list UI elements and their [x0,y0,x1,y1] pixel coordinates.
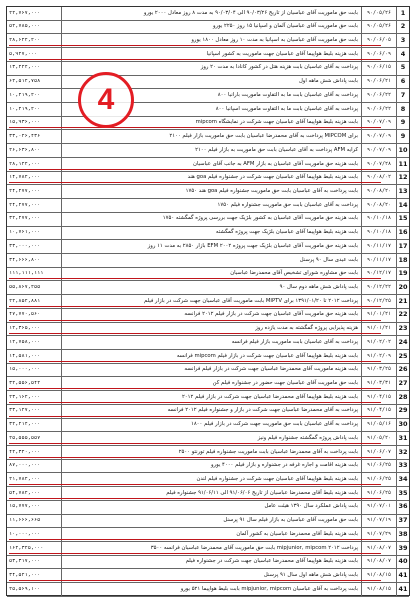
amount-cell: ۲۴,۴۷۷,۰۰۰ [9,202,41,208]
amount-cell: ۵۲,۷۸۵,۰۰۰ [9,24,41,30]
table-row [7,460,409,474]
row-number-cell: 7 [400,90,406,99]
date-cell: ۹۰/۱۲/۲۵ [362,295,397,308]
table-row [7,419,409,433]
date-cell: ۹۰/۱۰/۱۸ [362,213,397,226]
amount-cell: ۴۷,۷۷۰,۵۶۰ [9,312,41,318]
amount-cell: ۵,۹۲۷,۰۰۰ [9,51,38,57]
table-row [7,515,409,529]
red-underline-mark [9,333,381,334]
row-number-cell: 23 [398,324,408,333]
description-cell: بابت هزینه بلیط هواپیما آقای عباسیان بلژیک جهت پروژه گمگشته [61,227,362,240]
row-number-cell: 41 [398,584,408,593]
table-row [7,336,409,350]
row-number-cell: 29 [398,406,408,415]
date-cell: ۹۱/۰۸/۱۵ [362,569,397,582]
red-underline-mark [9,182,381,183]
description-cell: بابت پاداش شش ماهه دوم سال ۹۰ [61,281,362,294]
date-cell: ۹۰/۰۵/۲۶ [362,7,397,20]
description-cell: بابت پاداش پروژه گمگشته جشنواره فیلم ونیز [61,432,362,445]
date-cell: ۹۱/۰۸/۰۷ [362,556,397,569]
description-cell: پرداخت به آقای محمدرضا عباسیان جهت شرکت در بازار و جشنواره فیلم ۲۰۱۲ فرانسه [61,405,362,418]
row-number-cell: 20 [398,282,408,291]
row-number-cell: 10 [398,145,408,154]
table-row [7,7,409,21]
description-cell: بابت هزینه بلیط هواپیما آقای عباسیان جهت شرکت در نمایشگاه mipcom [61,117,362,130]
red-underline-mark [9,443,381,444]
table-row [7,76,409,90]
table-row [7,227,409,241]
row-number-cell: 8 [400,104,406,113]
date-cell: ۹۱/۰۸/۱۵ [362,583,397,596]
table-row [7,542,409,556]
row-number-cell: 3 [400,36,406,45]
amount-cell: ۳۲,۴۷۷,۰۰۰ [9,216,41,222]
description-cell: پرداخت به آقای عباسیان بابت ما به التفاوت ماموریت بارانیا ۸۰۰ [61,89,362,102]
table-row [7,405,409,419]
description-cell: بابت هزینه بلیط آقای محمدرضا عباسیان به کشور آلمان [61,528,362,541]
row-number-cell: 16 [398,228,408,237]
table-row [7,556,409,570]
description-cell: بابت پاداش عملکرد سال ۱۳۹۰ هیئت عامل [61,501,362,514]
table-row [7,309,409,323]
amount-cell: ۱۵,۷۷۷,۰۰۰ [9,504,41,510]
amount-cell: ۱۱,۶۶۶,۶۶۵ [9,518,41,524]
amount-cell: ۲۸,۶۲۲,۲۰۰ [9,38,41,44]
table-row [7,391,409,405]
date-cell: ۹۱/۰۲/۰۹ [362,350,397,363]
date-cell: ۹۰/۰۶/۲۲ [362,89,397,102]
amount-cell: ۲۳,۱۶۲,۰۰۰ [9,394,41,400]
date-cell: ۹۰/۰۶/۰۹ [362,48,397,61]
date-cell: ۹۰/۱۰/۱۸ [362,227,397,240]
date-cell: ۹۰/۰۷/۰۹ [362,130,397,143]
row-number-cell: 40 [398,557,408,566]
date-cell: ۹۱/۰۵/۲۰ [362,432,397,445]
row-number-cell: 34 [398,475,408,484]
amount-cell: ۱۱۱,۱۱۱,۱۱۱ [9,271,44,277]
row-number-cell: 17 [398,241,408,250]
row-number-cell: 31 [398,433,408,442]
date-cell: ۹۰/۰۶/۰۵ [362,34,397,47]
row-number-cell: 37 [398,516,408,525]
amount-cell: ۳۴,۶۶۶,۸۰۰ [9,257,41,263]
table-row [7,364,409,378]
table-row [7,377,409,391]
description-cell: بابت پرداخت به آقای عباسیان mipjunior, mipcom بابت بلیط هواپیما ۵۲۱ یورو [61,583,362,596]
table-row [7,583,409,597]
amount-cell: ۲۵,۵۶۹,۱۰۰ [9,586,41,592]
description-cell: بابت هزینه بلیط هواپیما آقای محمدرضا عباسیان جهت شرکت در جشنواره فیلم [61,556,362,569]
row-number-cell: 24 [398,337,408,346]
amount-cell: ۲۴,۴۷۷,۰۰۰ [9,188,41,194]
description-cell: بابت هزینه حق ماموریت آقای عباسیان به بازار AFM به جانب آقای عباسیان [61,158,362,171]
table-row [7,172,409,186]
amount-cell: ۱۰,۲۱۹,۲۰۰ [9,92,41,98]
amount-cell: ۱۳,۲۴۴,۰۰۰ [9,65,41,71]
red-underline-mark [9,539,381,540]
date-cell: ۹۰/۰۶/۲۲ [362,103,397,116]
amount-cell: ۱۶۲,۳۲۵,۰۰۰ [9,545,44,551]
date-cell: ۹۱/۰۱/۲۱ [362,323,397,336]
table-row [7,185,409,199]
amount-cell: ۳۳,۰۴۶,۴۳۶ [9,134,41,140]
red-underline-mark [9,127,381,128]
red-underline-mark [9,361,381,362]
row-number-cell: 28 [398,392,408,401]
table-row [7,48,409,62]
amount-cell: ۲۸,۱۴۲,۰۰۰ [9,161,41,167]
ledger-table [6,6,410,596]
red-underline-mark [9,59,381,60]
description-cell: بابت حق ماموریت آقای عباسیان به اسپانیا به مدت ۱۰ روز معادل ۱۸۰۰ یورو [61,34,362,47]
description-cell: بابت هزینه بلیط هواپیما آقای عباسیان جهت ماموریت به کشور اسپانیا [61,48,362,61]
red-underline-mark [9,388,381,389]
table-row [7,144,409,158]
amount-cell: ۱۵,۰۰۰,۰۰۰ [9,367,41,373]
row-number-cell: 6 [400,77,406,86]
table-row [7,281,409,295]
row-number-cell: 30 [398,420,408,429]
row-number-cell: 21 [398,296,408,305]
table-row [7,295,409,309]
description-cell: پرداخت به آقای عباسیان بابت ما به التفاوت ماموریت اسپانیا ۸۰۰ [61,103,362,116]
amount-cell: ۳۲,۴۱۴,۰۰۰ [9,422,41,428]
date-cell: ۹۱/۰۵/۱۶ [362,419,397,432]
row-number-cell: 9 [400,132,406,141]
description-cell: بابت هزینه بلیط هواپیما آقای محمدرضا عباسیان جهت شرکت در بازار فیلم ۲۰۱۲ [61,391,362,404]
red-underline-mark [9,278,381,279]
description-cell: پرداخت به آقای عباسیان بابت حق ماموریت جشنواره فیلم ۱۷۵۰ [61,199,362,212]
table-row [7,473,409,487]
amount-cell: ۱۴,۵۸۱,۰۰۰ [9,353,41,359]
description-cell: بابت عیدی سال ۹۰ پرسنل [61,254,362,267]
date-cell: ۹۰/۰۶/۲۱ [362,76,397,89]
row-number-cell: 41 [398,571,408,580]
table-row [7,240,409,254]
table-row [7,89,409,103]
date-cell: ۹۰/۱۱/۱۷ [362,240,397,253]
amount-cell: ۳۳,۰۰۰,۰۰۰ [9,243,41,249]
row-number-cell: 9 [400,118,406,127]
description-cell: بابت هزینه بلیط هواپیما آقای عباسیان جهت شرکت در بازار فیلم mipcom فرانسه [61,350,362,363]
red-underline-mark [9,484,381,485]
amount-cell: ۸۷,۰۰۰,۰۰۰ [9,463,41,469]
description-cell: پرداخت به آقای عباسیان بابت حق ماموریت جهت شرکت در بازار فیلم ۱۸۰۰ [61,419,362,432]
red-underline-mark [9,416,381,417]
description-cell: بابت پاداش شش ماهه اول [61,76,362,89]
table-row [7,487,409,501]
description-cell: بابت هزینه بلیط آقای محمدرضا عباسیان از تاریخ ۹۱/۰۶/۰۶ الی ۹۱/۰۶/۱۱ جشنواره فیلم [61,487,362,500]
table-row [7,21,409,35]
red-underline-mark [9,402,381,403]
row-number-cell: 18 [398,255,408,264]
table-row [7,350,409,364]
table-row [7,130,409,144]
amount-cell: ۲۲,۸۵۲,۸۸۱ [9,298,41,304]
table-row [7,254,409,268]
row-number-cell: 4 [400,49,406,58]
description-cell: بابت هزینه حق ماموریت آقای عباسیان بلژیک جهت پروژه ۲۰۰۲ EFM بازار ۲۸۵۰ به مدت ۱۱ روز [61,240,362,253]
row-number-cell: 12 [398,173,408,182]
description-cell: بابت هزینه اقامت و اجاره غرفه در جشنواره و بازار فیلم ۴۰۰۰ یورو [61,460,362,473]
description-cell: بابت حق ماموریت آقای عباسیان جهت حضور در جشنواره فیلم کن [61,377,362,390]
amount-cell: ۱۲,۳۶۵,۰۰۰ [9,326,41,332]
row-number-cell: 15 [398,214,408,223]
date-cell: ۹۰/۰۸/۰۲ [362,172,397,185]
amount-cell: ۲۶,۶۳۶,۸۰۰ [9,147,41,153]
annotation-circle-marker [78,72,134,128]
table-row [7,268,409,282]
row-number-cell: 11 [398,159,408,168]
date-cell: ۹۰/۰۶/۱۵ [362,62,397,75]
description-cell: بابت هزینه بلیط هواپیما آقای عباسیان جهت شرکت در جشنواره فیلم goa هند [61,172,362,185]
amount-cell: ۲۱,۷۸۲,۰۰۰ [9,477,41,483]
amount-cell: ۵۴,۷۸۲,۰۰۰ [9,490,41,496]
table-row [7,117,409,131]
description-cell: بابت حق ماموریت آقای عباسیان از تاریخ ۹۰/۰۳/۲۶ الی ۹۰/۰۳/۰۴ به مدت ۸ روز معادل ۲۰۰۰ یورو [61,7,362,20]
date-cell: ۹۰/۰۷/۲۸ [362,158,397,171]
table-row [7,528,409,542]
row-number-cell: 27 [398,379,408,388]
table-row [7,62,409,76]
amount-cell: ۴۲,۳۲۰,۰۰۰ [9,449,41,455]
description-cell: بابت هزینه ماموریت آقای محمدرضا عباسیان جهت شرکت در بازار فیلم فرانسه [61,364,362,377]
red-underline-mark [9,457,381,458]
row-number-cell: 38 [398,529,408,538]
amount-cell: ۱۵,۹۳۶,۰۰۰ [9,120,41,126]
description-cell: بابت حق ماموریت آقای عباسیان آلمان و اسپانیا ۱۵ روز ۲۲۵۰ یورو [61,21,362,34]
description-cell: پرداخت ۲۰۱۲ تا ۱۳۹۱/۰۱/۲۰ برای MIPTV بابت ماموریت آقای عباسیان جهت شرکت در بازار فیلم [61,295,362,308]
table-row [7,103,409,117]
description-cell: بابت حق ماموریت آقای عباسیان به بازار فیلم سال ۹۱ پرسنل [61,515,362,528]
red-underline-mark [9,553,381,554]
description-cell: برای MIPCOM پرداخت به آقای محمدرضا عباسیان بابت حق ماموریت بازار فیلم ۲۱۰۰ [61,130,362,143]
date-cell: ۹۱/۰۶/۲۵ [362,460,397,473]
amount-cell: ۱۴,۷۸۲,۰۰۰ [9,175,41,181]
date-cell: ۹۱/۰۱/۲۱ [362,309,397,322]
date-cell: ۹۱/۰۳/۲۵ [362,364,397,377]
description-cell: بابت پرداخت به آقای عباسیان بابت حق ماموریت جشنواره فیلم goa هند ۱۷۵۰ [61,185,362,198]
description-cell: بابت هزینه حق ماموریت آقای عباسیان به کشور بلژیک جهت بررسی پروژه گمگشته ۱۷۵۰ [61,213,362,226]
amount-cell: ۱۰,۰۰۰,۰۰۰ [9,531,41,537]
red-underline-mark [9,320,381,321]
row-number-cell: 36 [398,502,408,511]
description-cell: پرداخت به آقای عباسیان بابت ماموریت بازار فیلم فرانسه [61,336,362,349]
red-underline-mark [9,169,381,170]
description-cell: بابت حق مشاوره شورای تشخیص آقای محمدرضا عباسیان [61,268,362,281]
table-row [7,213,409,227]
date-cell: ۹۱/۰۷/۲۹ [362,528,397,541]
date-cell: ۹۰/۰۸/۲۰ [362,185,397,198]
date-cell: ۹۰/۰۸/۲۰ [362,199,397,212]
amount-cell: ۳۳,۱۴۷,۰۰۰ [9,408,41,414]
description-cell: بابت پاداش شش ماهه اول سال ۹۱ پرسنل [61,569,362,582]
date-cell: ۹۱/۰۶/۲۵ [362,473,397,486]
date-cell: ۹۱/۰۴/۱۵ [362,391,397,404]
date-cell: ۹۱/۰۷/۱۹ [362,515,397,528]
date-cell: ۹۰/۱۱/۱۷ [362,254,397,267]
row-number-cell: 26 [398,365,408,374]
row-number-cell: 25 [398,351,408,360]
table-row [7,34,409,48]
row-number-cell: 35 [398,488,408,497]
row-number-cell: 33 [398,461,408,470]
row-number-cell: 1 [400,8,406,17]
description-cell: پرداخت به آقای عباسیان بابت هزینه هتل در کشور کانادا به مدت ۲۰ روز [61,62,362,75]
row-number-cell: 39 [398,543,408,552]
date-cell: ۹۰/۰۷/۰۹ [362,117,397,130]
date-cell: ۹۱/۰۸/۰۷ [362,542,397,555]
date-cell: ۹۰/۱۲/۱۷ [362,268,397,281]
row-number-cell: 14 [398,200,408,209]
amount-cell: ۱۰,۲۱۹,۲۰۰ [9,106,41,112]
description-cell: پرداخت ۲۰۱۲ mipjunior, mipcom بابت حق ماموریت آقای محمدرضا عباسیان فرانسه ۳۵۰۰ [61,542,362,555]
amount-cell: ۳۲,۵۵۶,۵۴۲ [9,381,41,387]
description-cell: هزینه پذیرایی پروژه گمگشته به مدت یازده روز [61,323,362,336]
date-cell: ۹۱/۰۳/۳۱ [362,377,397,390]
date-cell: ۹۰/۰۷/۰۹ [362,144,397,157]
description-cell: بابت هزینه حق ماموریت آقای عباسیان جهت شرکت در بازار فیلم ۲۰۱۲ فرانسه [61,309,362,322]
row-number-cell: 19 [398,269,408,278]
row-number-cell: 13 [398,186,408,195]
table-row [7,501,409,515]
amount-cell: ۲۵,۵۵۵,۵۵۷ [9,435,41,441]
description-cell: بابت پرداخت به آقای محمدرضا عباسیان بابت ماموریت جشنواره فیلم تورنتو ۲۵۰۰ [61,446,362,459]
description-cell: کرایه AFM پرداخت به آقای عباسیان بابت حق ماموریت به بازار فیلم ۲۱۰۰ [61,144,362,157]
table-row [7,446,409,460]
red-underline-mark [9,580,381,581]
row-number-cell: 5 [400,63,406,72]
table-row [7,432,409,446]
red-underline-mark [9,45,381,46]
amount-cell: ۲۲,۷۶۷,۰۰۰ [9,10,41,16]
date-cell: ۹۱/۰۶/۲۵ [362,487,397,500]
table-row [7,158,409,172]
amount-cell: ۱۲,۷۵۸,۰۰۰ [9,339,41,345]
row-number-cell: 32 [398,447,408,456]
amount-cell: ۱۰,۷۶۱,۰۰۰ [9,230,41,236]
date-cell: ۹۰/۰۵/۲۶ [362,21,397,34]
amount-cell: ۵۳,۳۱۷,۰۰۰ [9,559,41,565]
date-cell: ۹۱/۰۴/۱۵ [362,405,397,418]
amount-cell: ۶۲,۵۱۲,۷۵۸ [9,79,41,85]
row-number-cell: 22 [398,310,408,319]
description-cell: بابت هزینه بلیط هواپیما آقای عباسیان جهت شرکت در جشنواره فیلم لندن [61,473,362,486]
red-underline-mark [9,306,381,307]
row-number-cell: 2 [400,22,406,31]
date-cell: ۹۱/۰۶/۰۷ [362,446,397,459]
date-cell: ۹۱/۰۷/۰۱ [362,501,397,514]
date-cell: ۹۰/۱۲/۲۲ [362,281,397,294]
table-row [7,199,409,213]
amount-cell: ۵۵,۸۶۷,۲۵۵ [9,284,41,290]
table-row [7,323,409,337]
red-underline-mark [9,498,381,499]
date-cell: ۹۱/۰۲/۰۲ [362,336,397,349]
marker-label: 4 [97,83,115,116]
amount-cell: ۳۴,۵۴۱,۰۰۰ [9,573,41,579]
table-row [7,569,409,583]
